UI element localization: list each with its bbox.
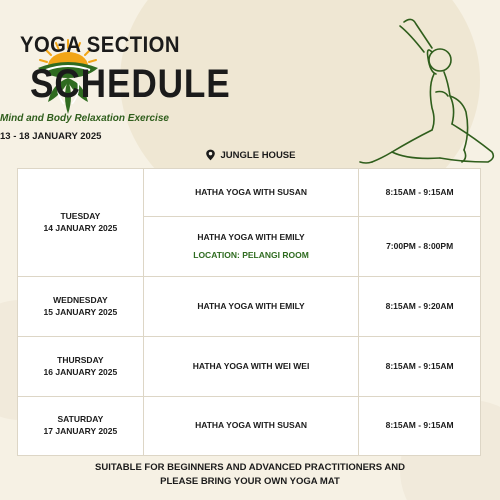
day-name: THURSDAY: [57, 354, 104, 365]
day-cell: [18, 169, 144, 277]
time-cell: 7:00PM - 8:00PM: [359, 217, 481, 277]
day-date: 16 JANUARY 2025: [43, 366, 118, 377]
class-name: HATHA YOGA WITH EMILY: [197, 231, 305, 242]
time-cell: 8:15AM - 9:15AM: [359, 337, 481, 397]
day-date: 14 JANUARY 2025: [43, 222, 118, 233]
subtitle: Mind and Body Relaxation Exercise: [0, 113, 169, 124]
day-date: 15 JANUARY 2025: [43, 306, 118, 317]
schedule-table: [17, 168, 481, 456]
footer-note: [0, 461, 500, 489]
class-cell: HATHA YOGA WITH WEI WEI: [143, 337, 358, 397]
class-cell: [143, 217, 358, 277]
location-label: JUNGLE HOUSE: [220, 149, 296, 161]
event-dates: 13 - 18 JANUARY 2025: [0, 131, 102, 142]
day-date: 17 JANUARY 2025: [43, 426, 118, 436]
day-cell: [18, 337, 144, 397]
day-name: TUESDAY: [60, 210, 101, 221]
footer-line: SUITABLE FOR BEGINNERS AND ADVANCED PRACTITIONERS AND: [95, 462, 405, 473]
page-title: SCHEDULE: [30, 62, 231, 106]
table-row: [18, 169, 481, 217]
time-cell: 8:15AM - 9:20AM: [359, 277, 481, 337]
pre-title: YOGA SECTION: [20, 32, 180, 57]
table-row: [18, 337, 481, 397]
class-cell: HATHA YOGA WITH EMILY: [143, 277, 358, 337]
table-row: [18, 277, 481, 337]
time-cell: 8:15AM - 9:15AM: [359, 169, 481, 217]
day-cell: [18, 397, 144, 456]
time-cell: 8:15AM - 9:15AM: [359, 397, 481, 456]
day-name: WEDNESDAY: [53, 294, 108, 305]
class-cell: HATHA YOGA WITH SUSAN: [143, 169, 358, 217]
day-cell: [18, 277, 144, 337]
table-row: [18, 397, 481, 456]
footer-line: PLEASE BRING YOUR OWN YOGA MAT: [160, 475, 340, 487]
location-pin-icon: [205, 149, 216, 161]
event-location: [0, 149, 500, 161]
class-cell: HATHA YOGA WITH SUSAN: [143, 397, 358, 456]
day-name: SATURDAY: [57, 414, 104, 425]
class-location: LOCATION: PELANGI ROOM: [193, 249, 309, 260]
